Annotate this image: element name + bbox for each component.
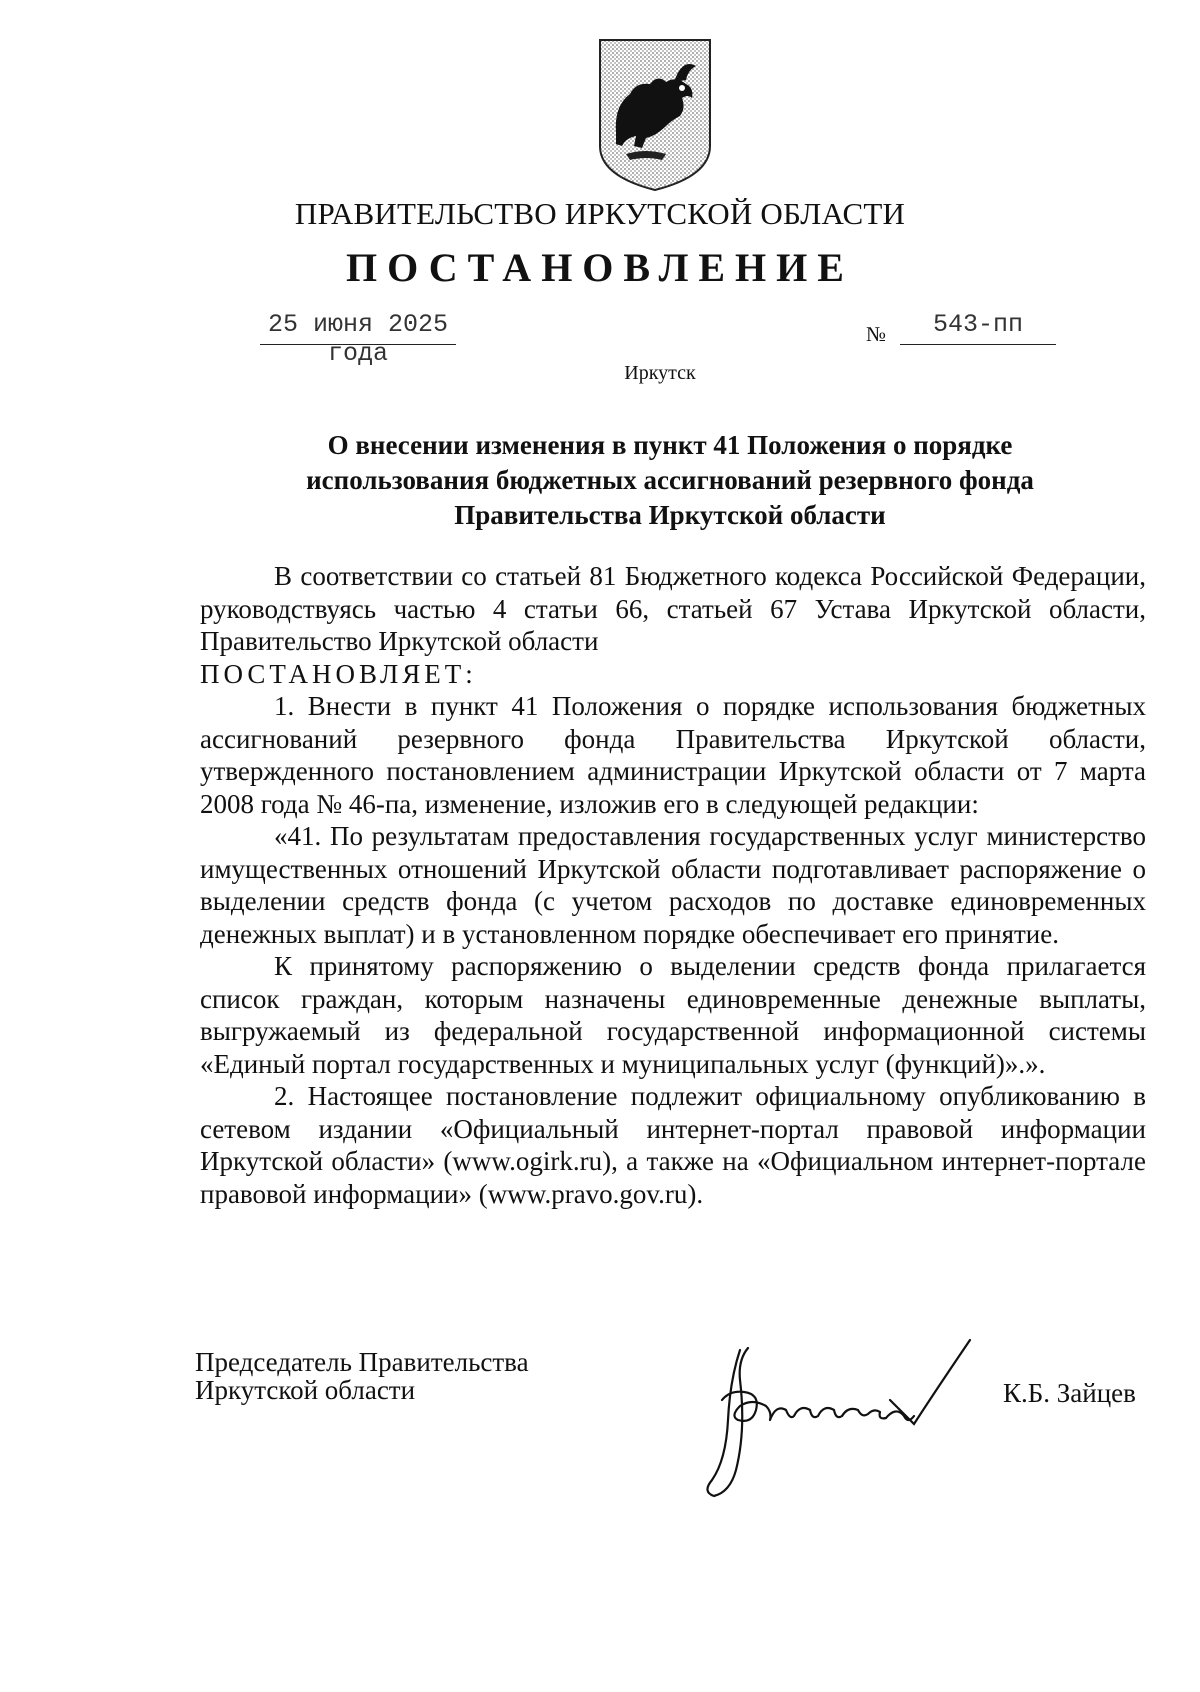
organization-name: ПРАВИТЕЛЬСТВО ИРКУТСКОЙ ОБЛАСТИ	[294, 196, 906, 231]
quoted-item-41-paragraph: «41. По результатам предоставления государственных услуг министерство имущественных отношений Иркутской области подготавливает распоряжение о выделении средств фонда (с учетом расходов по доставке единовременных денежных выплат) и в установленном порядке обеспечивает его принятие.	[200, 821, 1146, 949]
number-sign: №	[866, 322, 887, 346]
preamble-paragraph: В соответствии со статьей 81 Бюджетного кодекса Российской Федерации, руководствуясь частью 4 статьи 66, статьей 67 Устава Иркутской области, Правительство Иркутской области	[200, 561, 1146, 656]
handwritten-signature	[700, 1320, 990, 1500]
document-type: ПОСТАНОВЛЕНИЕ	[346, 245, 854, 290]
document-body	[200, 560, 1146, 1210]
signer-name: К.Б. Зайцев	[1003, 1378, 1136, 1408]
signer-position-line-2: Иркутской области	[195, 1375, 416, 1405]
date-underline	[260, 344, 456, 345]
signer-position-line-1: Председатель Правительства	[195, 1347, 529, 1377]
document-date: 25 июня 2025 года	[267, 310, 449, 368]
resolves-heading: ПОСТАНОВЛЯЕТ:	[200, 658, 477, 689]
coat-of-arms-icon	[596, 36, 714, 194]
document-city: Иркутск	[624, 362, 696, 384]
number-underline	[900, 344, 1056, 345]
item-2-paragraph: 2. Настоящее постановление подлежит официальному опубликованию в сетевом издании «Официальный интернет-портал правовой информации Иркутской области» (www.ogirk.ru), а также на «Официальном интернет-портале правовой информации» (www.pravo.gov.ru).	[200, 1081, 1146, 1209]
item-1-paragraph: 1. Внести в пункт 41 Положения о порядке использования бюджетных ассигнований резервного фонда Правительства Иркутской области, утвержденного постановлением администрации Иркутской области от 7 марта 2008 года № 46-па, изменение, изложив его в следующей редакции:	[200, 691, 1146, 819]
document-title: О внесении изменения в пункт 41 Положения о порядке использования бюджетных ассигнований резервного фонда Правительства Иркутской области	[306, 430, 1034, 530]
document-number: 543-пп	[932, 310, 1023, 339]
signer-position	[195, 1348, 529, 1404]
quoted-attachment-paragraph: К принятому распоряжению о выделении средств фонда прилагается список граждан, которым назначены единовременные денежные выплаты, выгружаемый из федеральной государственной информационной системы «Единый портал государственных и муниципальных услуг (функций)».».	[200, 951, 1146, 1079]
